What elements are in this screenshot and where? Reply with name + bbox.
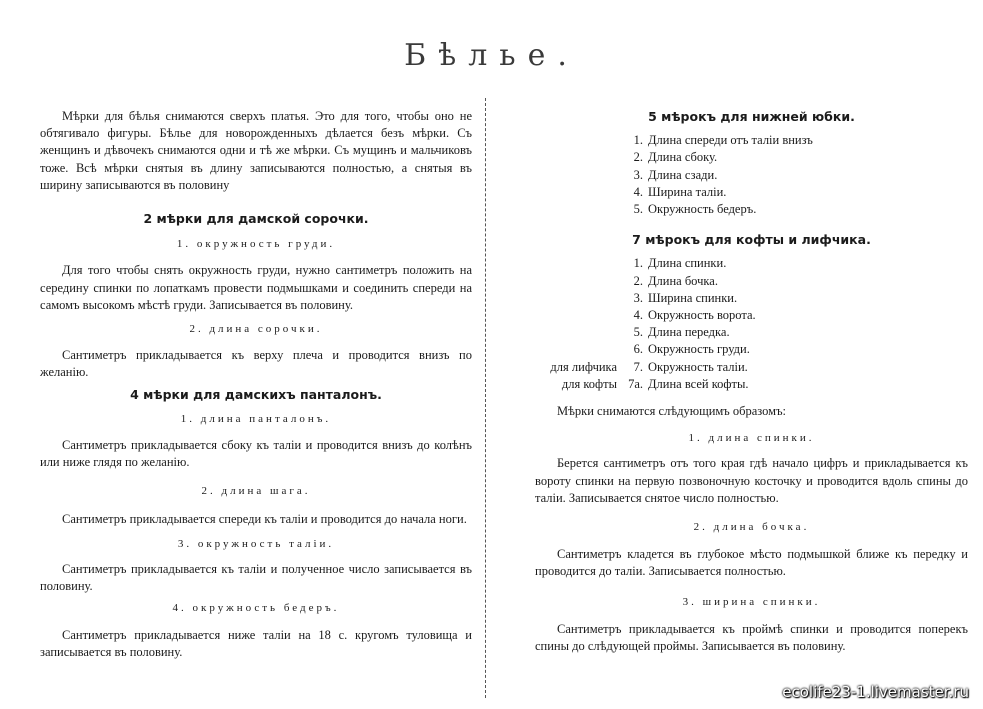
paragraph-side-length: Сантиметръ кладется въ глубокое мѣсто подмышкой ближе къ передку и проводится до таліи. Записывается полностью. xyxy=(535,547,968,579)
paragraph-back-length: Берется сантиметръ отъ того края гдѣ начало цифръ и прикладывается къ вороту спинки на первую позвоночную косточку и проводится вдоль спины до таліи. Записывается снятое число полностью. xyxy=(535,456,968,505)
subheading-back-length: 1. длина спинки. xyxy=(688,432,815,445)
measure-item xyxy=(535,201,968,218)
subheading-hips: 4. окружность бедеръ. xyxy=(172,602,340,615)
measure-item xyxy=(535,132,968,149)
underskirt-measure-list xyxy=(535,132,968,218)
measure-item-text: Длина спереди отъ таліи внизъ xyxy=(648,133,813,148)
measure-item xyxy=(535,376,968,393)
measure-item-prefix xyxy=(535,273,621,290)
subheading-back-width: 3. ширина спинки. xyxy=(682,595,821,608)
measure-item-number: 7а. xyxy=(628,376,643,391)
subheading-chemise-length: 2. длина сорочки. xyxy=(189,323,323,336)
measure-item-number: 2. xyxy=(633,150,643,165)
measure-item-prefix xyxy=(535,132,621,149)
measure-item-number: 5. xyxy=(633,202,643,217)
measure-item xyxy=(535,255,968,272)
measure-item xyxy=(535,149,968,166)
measure-item-number: 3. xyxy=(633,167,643,182)
measure-item-prefix: для лифчика xyxy=(550,359,617,374)
measure-item-number: 4. xyxy=(633,184,643,199)
measure-item-prefix xyxy=(535,341,621,358)
measure-item-text: Длина передка. xyxy=(648,325,730,340)
measure-item-number: 6. xyxy=(633,342,643,357)
measure-item-text: Окружность груди. xyxy=(648,342,750,357)
section-heading-underskirt: 5 мѣрокъ для нижней юбки. xyxy=(648,109,855,124)
measure-item xyxy=(535,273,968,290)
measure-item-text: Окружность таліи. xyxy=(648,359,748,374)
measure-item-number: 1. xyxy=(633,133,643,148)
column-divider xyxy=(485,98,486,698)
page-title: Бѣлье. xyxy=(404,38,579,73)
right-column xyxy=(535,108,968,655)
subheading-step-length: 2. длина шага. xyxy=(201,485,311,498)
measure-item-prefix xyxy=(535,290,621,307)
subheading-side-length: 2. длина бочка. xyxy=(693,521,810,534)
measure-item-prefix xyxy=(535,149,621,166)
measure-item-prefix xyxy=(535,307,621,324)
measure-item-text: Окружность бедеръ. xyxy=(648,202,757,217)
measure-item-prefix xyxy=(535,201,621,218)
paragraph-step-length: Сантиметръ прикладывается спереди къ таліи и проводится до начала ноги. xyxy=(62,511,467,526)
measure-item-number: 4. xyxy=(633,308,643,323)
measure-note: Мѣрки снимаются слѣдующимъ образомъ: xyxy=(557,404,787,419)
subheading-chest: 1. окружность груди. xyxy=(176,238,336,251)
measure-item xyxy=(535,290,968,307)
paragraph-pantaloon-length: Сантиметръ прикладывается сбоку къ таліи и проводится внизъ до колѣнъ или ниже глядя по желанію. xyxy=(40,438,472,470)
measure-item-number: 3. xyxy=(633,290,643,305)
section-heading-jacket: 7 мѣрокъ для кофты и лифчика. xyxy=(632,232,871,248)
measure-item xyxy=(535,167,968,184)
measure-item-text: Длина всей кофты. xyxy=(648,376,749,391)
measure-item-prefix xyxy=(535,324,621,341)
measure-item-number: 2. xyxy=(633,273,643,288)
measure-item-number: 7. xyxy=(633,359,643,374)
measure-item xyxy=(535,307,968,324)
measure-item xyxy=(535,324,968,341)
subheading-waist: 3. окружность таліи. xyxy=(177,537,335,550)
measure-item-text: Длина сбоку. xyxy=(648,150,718,165)
section-heading-chemise: 2 мѣрки для дамской сорочки. xyxy=(143,211,369,227)
measure-item xyxy=(535,359,968,376)
measure-item-text: Длина бочка. xyxy=(648,273,718,288)
measure-item xyxy=(535,341,968,358)
paragraph-chest: Для того чтобы снять окружность груди, нужно сантиметръ положить на середину спинки по лопаткамъ провести подмышками и соединить спереди на самомъ высокомъ мѣстѣ груди. Записывается въ половину. xyxy=(40,263,472,312)
measure-item-text: Ширина таліи. xyxy=(648,184,727,199)
watermark: ecolife23-1.livemaster.ru xyxy=(782,683,969,701)
measure-item-prefix: для кофты xyxy=(561,376,617,391)
paragraph-back-width: Сантиметръ прикладывается къ проймѣ спинки и проводится поперекъ спины до слѣдующей проймы. Записывается въ половину. xyxy=(535,621,968,654)
paragraph-hips: Сантиметръ прикладывается ниже таліи на 18 с. кругомъ туловища и записывается въ половину. xyxy=(40,627,472,659)
left-column xyxy=(40,108,472,661)
measure-item-text: Длина сзади. xyxy=(648,167,718,182)
subheading-pantaloon-length: 1. длина панталонъ. xyxy=(180,412,332,425)
measure-item-prefix xyxy=(535,184,621,201)
intro-paragraph: Мѣрки для бѣлья снимаются сверхъ платья. Это для того, чтобы оно не обтягивало фигуры. Бѣлье для новорожденныхъ дѣлается безъ мѣрки. Съ женщинъ и дѣвочекъ снимаются одни и тѣ же мѣрки. Съ мущинъ и мальчиковъ тоже. Всѣ мѣрки снятыя въ длину записываются полностью, а снятыя въ ширину записываются въ половину xyxy=(40,109,472,192)
measure-item-text: Окружность ворота. xyxy=(648,308,756,323)
paragraph-chemise-length: Сантиметръ прикладывается къ верху плеча и проводится внизъ по желанію. xyxy=(40,348,472,380)
measure-item-prefix xyxy=(535,167,621,184)
measure-item-number: 5. xyxy=(633,325,643,340)
paragraph-waist: Сантиметръ прикладывается къ таліи и полученное число записывается въ половину. xyxy=(40,562,472,594)
jacket-measure-list xyxy=(535,255,968,393)
measure-item xyxy=(535,184,968,201)
measure-item-prefix xyxy=(535,255,621,272)
measure-item-text: Длина спинки. xyxy=(648,256,727,271)
section-heading-pantaloons: 4 мѣрки для дамскихъ панталонъ. xyxy=(130,386,382,402)
measure-item-text: Ширина спинки. xyxy=(648,290,738,305)
measure-item-number: 1. xyxy=(633,256,643,271)
